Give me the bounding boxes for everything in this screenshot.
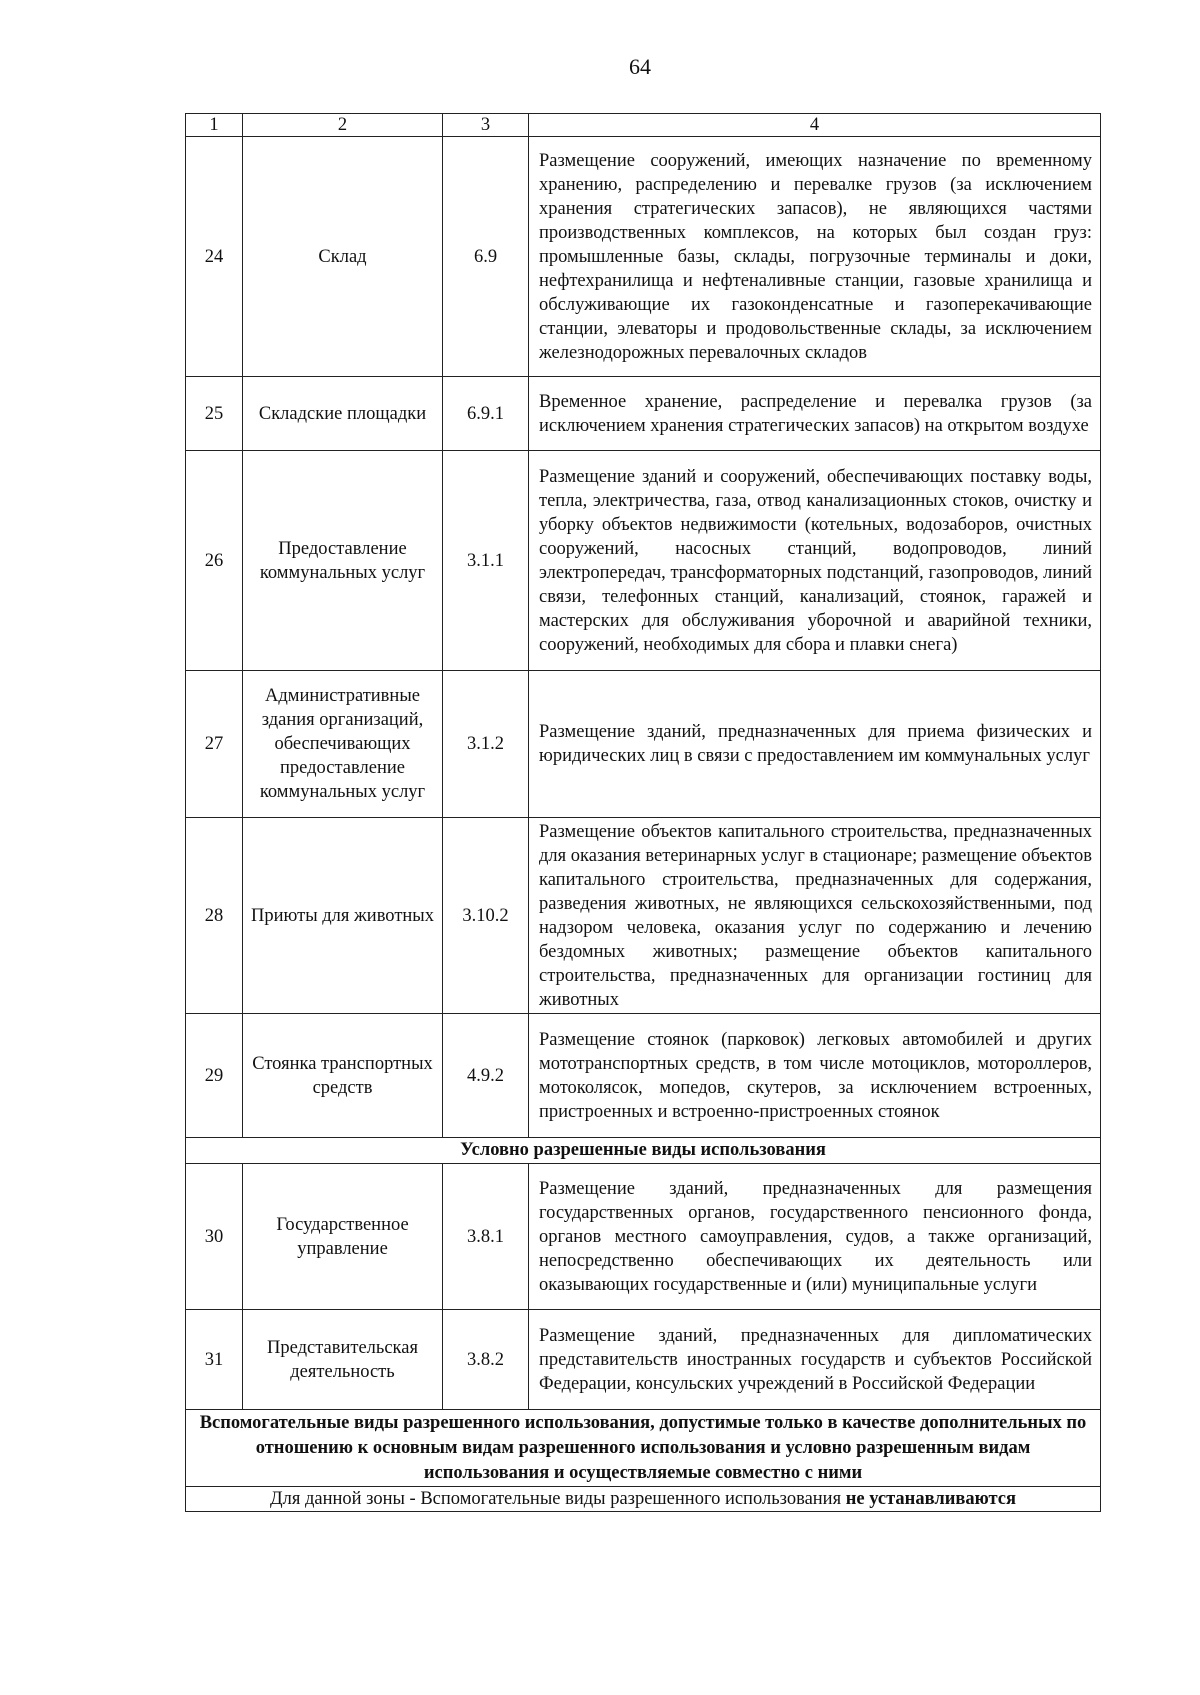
use-type-description: Размещение стоянок (парковок) легковых автомобилей и других мототранспортных средств, в том числе мотоциклов, мотороллеров, мотоколясок, мопедов, скутеров, за исключением встроенных, пристроенных и встроенно-пристроенных стоянок xyxy=(529,1014,1101,1138)
row-number: 27 xyxy=(186,671,243,818)
use-type-code: 3.10.2 xyxy=(443,818,529,1014)
header-col-4: 4 xyxy=(529,114,1101,137)
table-row xyxy=(186,1310,1101,1410)
use-type-code: 6.9.1 xyxy=(443,377,529,451)
table-row xyxy=(186,1014,1101,1138)
use-type-code: 3.8.2 xyxy=(443,1310,529,1410)
auxiliary-note-text: Для данной зоны - Вспомогательные виды разрешенного использования xyxy=(269,1489,846,1509)
note-row xyxy=(186,1487,1101,1512)
table-row xyxy=(186,818,1101,1014)
table-header-row xyxy=(186,114,1101,137)
row-number: 28 xyxy=(186,818,243,1014)
use-type-name: Государственное управление xyxy=(243,1164,443,1310)
use-type-code: 6.9 xyxy=(443,137,529,377)
use-type-name: Склад xyxy=(243,137,443,377)
use-type-description: Размещение зданий, предназначенных для размещения государственных органов, государственного пенсионного фонда, органов местного самоуправления, судов, а также организаций, непосредственно обеспечивающих их деятельность или оказывающих государственные и (или) муниципальные услуги xyxy=(529,1164,1101,1310)
row-number: 25 xyxy=(186,377,243,451)
use-type-name: Административные здания организаций, обеспечивающих предоставление коммунальных услуг xyxy=(243,671,443,818)
use-type-code: 3.8.1 xyxy=(443,1164,529,1310)
row-number: 30 xyxy=(186,1164,243,1310)
use-type-description: Размещение зданий, предназначенных для дипломатических представительств иностранных государств и субъектов Российской Федерации, консульских учреждений в Российской Федерации xyxy=(529,1310,1101,1410)
row-number: 24 xyxy=(186,137,243,377)
row-number: 26 xyxy=(186,451,243,671)
conditional-section-title: Условно разрешенные виды использования xyxy=(186,1138,1101,1164)
use-type-description: Размещение сооружений, имеющих назначение по временному хранению, распределению и перевалке грузов (за исключением хранения стратегических запасов), не являющихся частями производственных комплексов, на которых был создан груз: промышленные базы, склады, погрузочные терминалы и доки, нефтехранилища и нефтеналивные станции, газовые хранилища и обслуживающие их газоконденсатные и газоперекачивающие станции, элеваторы и продовольственные склады, за исключением железнодорожных перевалочных складов xyxy=(529,137,1101,377)
header-col-3: 3 xyxy=(443,114,529,137)
table-row xyxy=(186,377,1101,451)
use-type-code: 4.9.2 xyxy=(443,1014,529,1138)
auxiliary-note xyxy=(186,1487,1101,1512)
section-header-row xyxy=(186,1138,1101,1164)
auxiliary-note-emphasis: не устанавливаются xyxy=(845,1489,1017,1509)
use-type-name: Приюты для животных xyxy=(243,818,443,1014)
table-row xyxy=(186,671,1101,818)
use-type-description: Размещение зданий и сооружений, обеспечивающих поставку воды, тепла, электричества, газа, отвод канализационных стоков, очистку и уборку объектов недвижимости (котельных, водозаборов, очистных сооружений, насосных станций, водопроводов, линий электропередач, трансформаторных подстанций, газопроводов, линий связи, телефонных станций, канализаций, стоянок, гаражей и мастерских для обслуживания уборочной и аварийной техники, сооружений, необходимых для сбора и плавки снега) xyxy=(529,451,1101,671)
table-row xyxy=(186,451,1101,671)
section-header-row xyxy=(186,1410,1101,1487)
row-number: 31 xyxy=(186,1310,243,1410)
use-type-name: Предоставление коммунальных услуг xyxy=(243,451,443,671)
page-number: 64 xyxy=(629,54,651,79)
use-type-name: Представительская деятельность xyxy=(243,1310,443,1410)
use-type-description: Временное хранение, распределение и перевалка грузов (за исключением хранения стратегических запасов) на открытом воздухе xyxy=(529,377,1101,451)
use-type-code: 3.1.2 xyxy=(443,671,529,818)
row-number: 29 xyxy=(186,1014,243,1138)
table-row xyxy=(186,137,1101,377)
header-col-1: 1 xyxy=(186,114,243,137)
land-use-table xyxy=(185,113,1101,1512)
auxiliary-section-title: Вспомогательные виды разрешенного использования, допустимые только в качестве дополнительных по отношению к основным видам разрешенного использования и условно разрешенным видам использования и осуществляемые совместно с ними xyxy=(186,1410,1101,1487)
use-type-description: Размещение зданий, предназначенных для приема физических и юридических лиц в связи с предоставлением им коммунальных услуг xyxy=(529,671,1101,818)
use-type-name: Стоянка транспортных средств xyxy=(243,1014,443,1138)
use-type-code: 3.1.1 xyxy=(443,451,529,671)
table-row xyxy=(186,1164,1101,1310)
use-type-name: Складские площадки xyxy=(243,377,443,451)
header-col-2: 2 xyxy=(243,114,443,137)
use-type-description: Размещение объектов капитального строительства, предназначенных для оказания ветеринарных услуг в стационаре; размещение объектов капитального строительства, предназначенных для содержания, разведения животных, не являющихся сельскохозяйственными, под надзором человека, оказания услуг по содержанию и лечению бездомных животных; размещение объектов капитального строительства, предназначенных для организации гостиниц для животных xyxy=(529,818,1101,1014)
